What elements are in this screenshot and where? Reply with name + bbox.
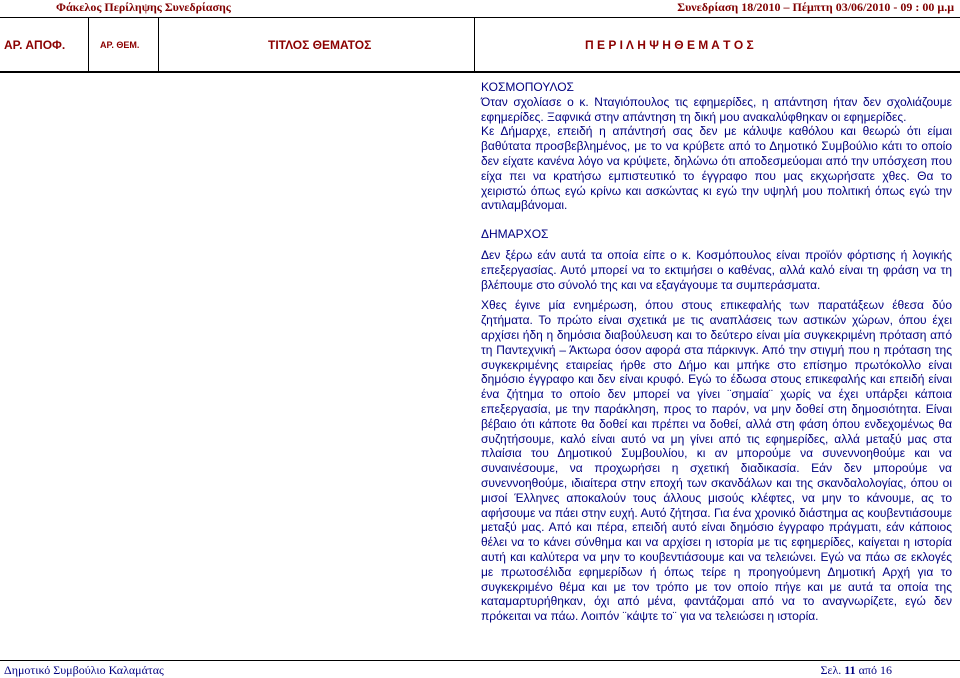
paragraph: Όταν σχολίασε ο κ. Νταγιόπουλος τις εφημερίδες, η απάντηση ήταν δεν σχολιάζουμε εφημερίδες. Ξαφνικά στην απάντηση τη δική μου ανακαλύφθηκαν οι εφημερίδες. <box>481 94 952 124</box>
council-name: Δημοτικό Συμβούλιο Καλαμάτας <box>4 663 164 677</box>
page-footer <box>0 660 960 678</box>
column-divider <box>158 18 159 71</box>
paragraph: Χθες έγινε μία ενημέρωση, όπου στους επικεφαλής των παρατάξεων έθεσα δύο ζητήματα. Το πρώτο είναι σχετικά με τις αναπλάσεις των αστικών χώρων, όπου έχει αρχίσει ήδη η δημόσια διαβούλευση και το δεύτερο είναι μία συγκεκριμένη πρόταση από τη Παντεχνική – Άκτωρα όσον αφορά στα πάρκινγκ. Από την στιγμή που η πρόταση της συγκεκριμένης εταιρείας ήρθε στο Δήμο και μπήκε στο επίσημο πρωτόκολλο είναι δημόσιο έγγραφο και δεν είναι κρυφό. Εγώ το έδωσα στους επικεφαλής και επειδή είναι ένα ζήτημα το οποίο δεν μπορεί να γίνει ¨σημαία¨ χωρίς να έχει υπάρξει κάποια επεξεργασία, με την παράκληση, προς το παρόν, να μην δοθεί στη δημοσιότητα. Είναι βέβαιο ότι κάποτε θα δοθεί και πρέπει να δοθεί, αλλά στη φάση όπου ενδεχομένως θα συζητήσουμε, καλό είναι αυτό να μη γίνει από τις εφημερίδες, αλλά μεταξύ μας στα πλαίσια του Δημοτικού Συμβουλίου, κι αν μπορούμε να συνεννοηθούμε και να συναινέσουμε, να προχωρήσει η σχετική διαδικασία. Εάν δεν μπορούμε να συνεννοηθούμε, ιδιαίτερα στην εποχή των σκανδάλων και της σκανδαλολογίας, όπου οι μισοί Έλληνες αποκαλούν τους άλλους μισούς κλέφτες, να μην το κάνουμε, ας το αφήσουμε να πάει στην ευχή. Αυτό ζήτησα. Για ένα χρονικό διάστημα ας κουβεντιάσουμε μεταξύ μας. Από και πέρα, επειδή αυτό είναι δημόσιο έγγραφο πράγματι, εάν κάποιος θέλει να το κάνει σύνθημα και να αρχίσει η ιστορία με τις εφημερίδες, καίγεται η ιστορία αυτή και καλύτερα να μην το κουβεντιάσουμε και να τελειώνει. Εγώ να πάω σε εκλογές με πρωτοσέλιδα εφημερίδων ή όπως τείρε η προηγούμενη Δημοτική Αρχή για το συγκεκριμένο θέμα και με τον τρόπο με τον οποίο πήγε και με αυτά τα οποία της καταμαρτυρήθηκαν, όχι από μένα, φαντάζομαι από να το αναγνωρίζετε, εγώ δεν πρόκειται να πάω. Λοιπόν ¨κάψτε το¨ για να τελειώσει η ιστορία. <box>481 298 952 624</box>
column-item-no: ΑΡ. ΘΕΜ. <box>100 40 140 50</box>
page-prefix: Σελ. <box>820 663 842 677</box>
speaker-name: ΔΗΜΑΡΧΟΣ <box>481 227 549 242</box>
folder-title: Φάκελος Περίληψης Συνεδρίασης <box>56 0 231 14</box>
summary-content <box>481 80 952 624</box>
session-info: Συνεδρίαση 18/2010 – Πέμπτη 03/06/2010 - 09 : 00 μ.μ <box>677 0 954 14</box>
column-divider <box>474 18 475 71</box>
paragraph: Κε Δήμαρχε, επειδή η απάντησή σας δεν με κάλυψε καθόλου και θεωρώ ότι είμαι βαθύτατα προσβεβλημένος, με το να κρύβετε από το Δημοτικό Συμβούλιο κάτι το οποίο δεν είχατε κανένα λόγο να κρύψετε, δηλώνω ότι αποδεσμεύομαι από την υπόσχεση που είχα πει να κρατήσω εμπιστευτικό το έγγραφο που μας εκχωρήσατε χθες. Θα το χειριστώ όπως εγώ κρίνω και ασκώντας κι εγώ την υψηλή μου πολιτική όπως εγώ την αντιλαμβάνομαι. <box>481 124 952 213</box>
column-item-summary: Π Ε Ρ Ι Λ Η Ψ Η Θ Ε Μ Α Τ Ο Σ <box>585 38 754 52</box>
paragraph: Δεν ξέρω εάν αυτά τα οποία είπε ο κ. Κοσμόπουλος είναι προϊόν φόρτισης ή λογικής επεξεργασίας. Αυτό μπορεί να το εκτιμήσει ο καθένας, αλλά καλό είναι τη φράση να τη βλέπουμε στο σύνολό της και να εξαγάγουμε τα συμπεράσματα. <box>481 247 952 292</box>
page-number <box>820 663 892 678</box>
page-header <box>0 0 960 13</box>
page-total: 16 <box>880 663 892 677</box>
column-header-row <box>0 18 960 73</box>
page-of: από <box>858 663 877 677</box>
column-divider <box>88 18 89 71</box>
column-decision-no: ΑΡ. ΑΠΟΦ. <box>4 38 66 52</box>
column-item-title: ΤΙΤΛΟΣ ΘΕΜΑΤΟΣ <box>268 38 372 52</box>
column-header-bar <box>0 17 960 75</box>
speaker-name: ΚΟΣΜΟΠΟΥΛΟΣ <box>481 80 574 94</box>
page-current: 11 <box>844 663 856 677</box>
